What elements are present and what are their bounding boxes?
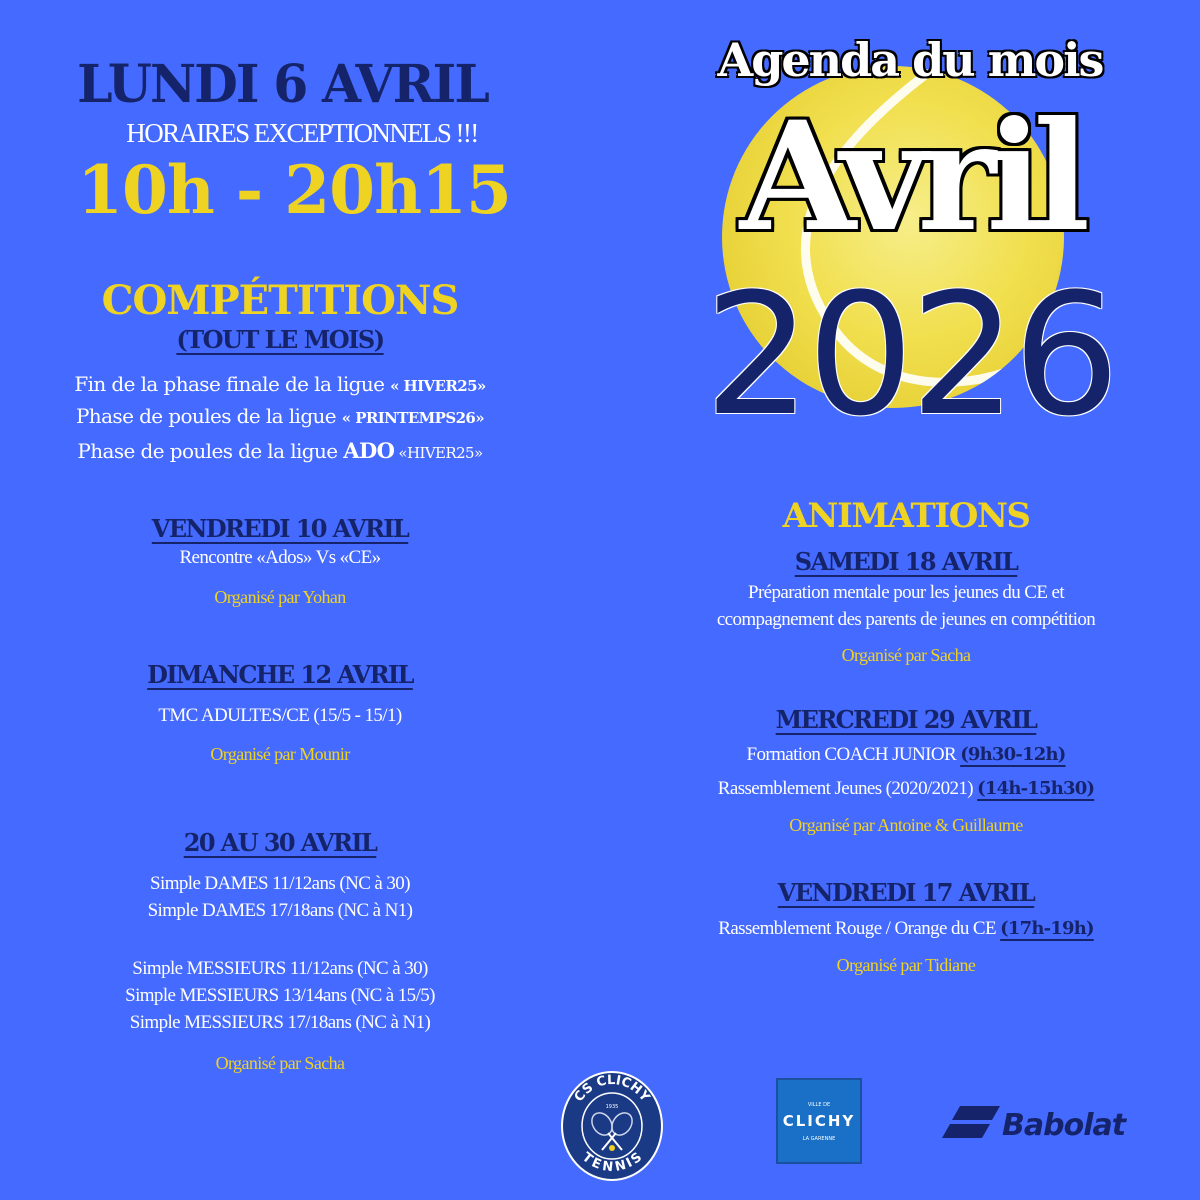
competition-line (40, 403, 520, 431)
event-line: TMC ADULTES/CE (15/5 - 15/1) (158, 705, 402, 726)
special-day-subtitle: HORAIRES EXCEPTIONNELS !!! (126, 118, 478, 148)
event-heading (618, 547, 1194, 577)
cs-logo-top-text: CS CLICHY (571, 1072, 653, 1105)
event-heading (20, 514, 540, 544)
babolat-logo-text: Babolat (1002, 1108, 1126, 1143)
cs-logo-year: 1935 (605, 1104, 619, 1110)
special-day-title: LUNDI 6 AVRIL (77, 54, 488, 115)
event-line: Simple DAMES 17/18ans (NC à N1) (147, 900, 413, 921)
event-line: Rencontre «Ados» Vs «CE» (179, 547, 381, 568)
event-heading-text: MERCREDI 29 AVRIL (775, 705, 1037, 734)
hero-year: 2026 (704, 257, 1116, 453)
cs-clichy-tennis-logo (560, 1070, 664, 1182)
competition-line (40, 438, 520, 466)
hero-banner (640, 10, 1180, 480)
babolat-logo (940, 1104, 1150, 1144)
event-time: (9h30-12h) (960, 744, 1066, 765)
event-organizer: Organisé par Yohan (214, 587, 346, 607)
event-heading-text: VENDREDI 10 AVRIL (151, 514, 409, 543)
event-heading (618, 878, 1194, 908)
event-line (618, 776, 1194, 802)
competition-line-tag: «HIVER25» (394, 444, 483, 462)
competition-line-text: Phase de poules de la ligue (75, 404, 342, 428)
event-line-text: Rassemblement Jeunes (2020/2021) (717, 778, 978, 799)
cs-logo-bottom-text: TENNIS (578, 1149, 645, 1176)
event-heading-text: SAMEDI 18 AVRIL (794, 547, 1018, 576)
event-heading-text: DIMANCHE 12 AVRIL (147, 660, 413, 689)
animations-title: ANIMATIONS (782, 496, 1030, 536)
competition-line-tag: « HIVER25» (390, 377, 486, 395)
hero-month: Avril (739, 89, 1081, 265)
competitions-subtitle (40, 325, 520, 355)
event-line (618, 916, 1194, 942)
event-time: (14h-15h30) (977, 778, 1095, 799)
event-heading (618, 705, 1194, 735)
event-heading (20, 660, 540, 690)
event-line: Simple DAMES 11/12ans (NC à 30) (150, 873, 410, 894)
event-line-text: Formation COACH JUNIOR (746, 744, 961, 765)
competitions-subtitle-text: (TOUT LE MOIS) (176, 325, 384, 354)
competition-line-text: Phase de poules de la ligue (77, 439, 344, 463)
competition-line-tag: « PRINTEMPS26» (341, 409, 485, 427)
event-line-text: Rassemblement Rouge / Orange du CE (718, 918, 1001, 939)
clichy-logo-name: CLICHY (782, 1112, 856, 1130)
event-line: ccompagnement des parents de jeunes en compétition (716, 609, 1096, 630)
special-day-hours: 10h - 20h15 (77, 151, 511, 229)
event-line (618, 742, 1194, 768)
event-line: Préparation mentale pour les jeunes du CE et (747, 582, 1065, 603)
event-line: Simple MESSIEURS 11/12ans (NC à 30) (132, 958, 428, 979)
event-heading (20, 828, 540, 858)
event-organizer: Organisé par Sacha (215, 1053, 345, 1073)
event-line: Simple MESSIEURS 17/18ans (NC à N1) (129, 1012, 431, 1033)
hero-agenda-label: Agenda du mois (717, 33, 1103, 87)
event-organizer: Organisé par Sacha (841, 645, 971, 665)
competition-line-text: Fin de la phase finale de la ligue (74, 372, 391, 396)
event-heading-text: VENDREDI 17 AVRIL (777, 878, 1035, 907)
event-heading-text: 20 AU 30 AVRIL (183, 828, 377, 857)
clichy-logo-top: VILLE DE (807, 1102, 831, 1108)
event-organizer: Organisé par Tidiane (836, 955, 976, 975)
ville-de-clichy-logo (776, 1078, 862, 1164)
competition-line-strong: ADO (343, 438, 395, 463)
event-time: (17h-19h) (1000, 918, 1094, 939)
event-organizer: Organisé par Antoine & Guillaume (789, 815, 1023, 835)
clichy-logo-bottom: LA GARENNE (802, 1136, 836, 1142)
event-organizer: Organisé par Mounir (210, 744, 350, 764)
competitions-title: COMPÉTITIONS (101, 277, 459, 324)
event-line: Simple MESSIEURS 13/14ans (NC à 15/5) (125, 985, 435, 1006)
competition-line (40, 371, 520, 399)
